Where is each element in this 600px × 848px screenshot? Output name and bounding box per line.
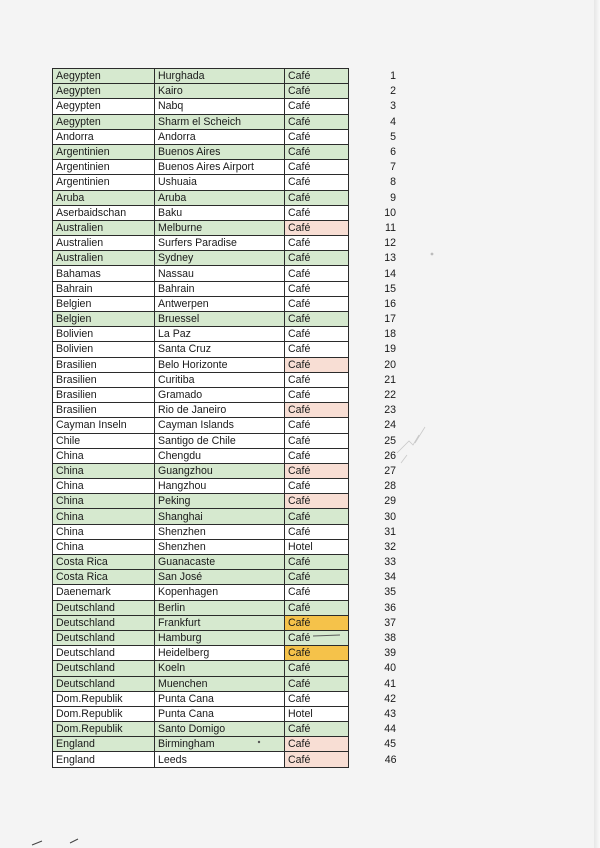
city-cell: Baku bbox=[155, 205, 285, 220]
table-row bbox=[53, 266, 399, 281]
type-cell: Café bbox=[285, 296, 349, 311]
country-cell: Australien bbox=[53, 236, 155, 251]
table-row bbox=[53, 646, 399, 661]
type-cell: Café bbox=[285, 448, 349, 463]
table-row bbox=[53, 448, 399, 463]
type-cell: Café bbox=[285, 342, 349, 357]
type-cell: Café bbox=[285, 327, 349, 342]
country-cell: Aegypten bbox=[53, 114, 155, 129]
city-cell: Guangzhou bbox=[155, 463, 285, 478]
table-row bbox=[53, 372, 399, 387]
row-number: 44 bbox=[384, 723, 396, 736]
row-number: 29 bbox=[384, 495, 396, 508]
row-number: 15 bbox=[384, 282, 396, 295]
type-cell: Café bbox=[285, 600, 349, 615]
country-cell: Argentinien bbox=[53, 175, 155, 190]
country-cell: Cayman Inseln bbox=[53, 418, 155, 433]
type-cell: Café bbox=[285, 403, 349, 418]
row-number: 2 bbox=[390, 85, 396, 98]
row-number: 26 bbox=[384, 449, 396, 462]
city-cell: Birmingham bbox=[155, 737, 285, 752]
country-cell: Deutschland bbox=[53, 600, 155, 615]
row-number: 11 bbox=[385, 221, 396, 234]
row-number: 14 bbox=[384, 267, 396, 280]
row-number: 28 bbox=[384, 480, 396, 493]
table-row bbox=[53, 691, 399, 706]
country-cell: China bbox=[53, 524, 155, 539]
city-cell: La Paz bbox=[155, 327, 285, 342]
table-row bbox=[53, 296, 399, 311]
table-row bbox=[53, 555, 399, 570]
row-number: 20 bbox=[384, 358, 396, 371]
table-row bbox=[53, 236, 399, 251]
country-cell: Deutschland bbox=[53, 630, 155, 645]
country-cell: Bolivien bbox=[53, 327, 155, 342]
city-cell: Kopenhagen bbox=[155, 585, 285, 600]
table-row bbox=[53, 403, 399, 418]
row-number: 1 bbox=[390, 70, 396, 83]
row-number: 9 bbox=[390, 191, 396, 204]
country-cell: Deutschland bbox=[53, 676, 155, 691]
country-cell: Costa Rica bbox=[53, 570, 155, 585]
type-cell: Café bbox=[285, 630, 349, 645]
country-cell: Chile bbox=[53, 433, 155, 448]
table-row bbox=[53, 281, 399, 296]
type-cell: Café bbox=[285, 494, 349, 509]
city-cell: Santa Cruz bbox=[155, 342, 285, 357]
type-cell: Café bbox=[285, 387, 349, 402]
city-cell: Antwerpen bbox=[155, 296, 285, 311]
table-row bbox=[53, 205, 399, 220]
type-cell: Café bbox=[285, 524, 349, 539]
city-cell: Hurghada bbox=[155, 69, 285, 84]
table-row bbox=[53, 600, 399, 615]
table-row bbox=[53, 312, 399, 327]
city-cell: Shanghai bbox=[155, 509, 285, 524]
paper-edge bbox=[594, 0, 600, 848]
type-cell: Café bbox=[285, 661, 349, 676]
location-table bbox=[52, 68, 399, 768]
city-cell: Bruessel bbox=[155, 312, 285, 327]
country-cell: Deutschland bbox=[53, 661, 155, 676]
table-row bbox=[53, 463, 399, 478]
country-cell: China bbox=[53, 539, 155, 554]
row-number: 31 bbox=[384, 525, 396, 538]
type-cell: Café bbox=[285, 144, 349, 159]
type-cell: Café bbox=[285, 251, 349, 266]
table-row bbox=[53, 615, 399, 630]
city-cell: Peking bbox=[155, 494, 285, 509]
city-cell: Frankfurt bbox=[155, 615, 285, 630]
table-row bbox=[53, 175, 399, 190]
country-cell: Bolivien bbox=[53, 342, 155, 357]
city-cell: Santigo de Chile bbox=[155, 433, 285, 448]
row-number: 16 bbox=[384, 297, 396, 310]
table-row bbox=[53, 114, 399, 129]
type-cell: Hotel bbox=[285, 706, 349, 721]
country-cell: Andorra bbox=[53, 129, 155, 144]
table-row bbox=[53, 524, 399, 539]
city-cell: Sharm el Scheich bbox=[155, 114, 285, 129]
table-row bbox=[53, 539, 399, 554]
country-cell: China bbox=[53, 509, 155, 524]
city-cell: Punta Cana bbox=[155, 706, 285, 721]
country-cell: Dom.Republik bbox=[53, 706, 155, 721]
row-number: 4 bbox=[390, 115, 396, 128]
city-cell: Punta Cana bbox=[155, 691, 285, 706]
country-cell: England bbox=[53, 752, 155, 767]
table-row bbox=[53, 387, 399, 402]
type-cell: Café bbox=[285, 722, 349, 737]
country-cell: Aruba bbox=[53, 190, 155, 205]
type-cell: Café bbox=[285, 220, 349, 235]
table-row bbox=[53, 160, 399, 175]
city-cell: Hamburg bbox=[155, 630, 285, 645]
row-number: 25 bbox=[384, 434, 396, 447]
row-number: 6 bbox=[390, 146, 396, 159]
city-cell: Belo Horizonte bbox=[155, 357, 285, 372]
table-row bbox=[53, 433, 399, 448]
table-row bbox=[53, 570, 399, 585]
country-cell: Brasilien bbox=[53, 357, 155, 372]
table-row bbox=[53, 144, 399, 159]
country-cell: China bbox=[53, 494, 155, 509]
scan-smudge bbox=[30, 835, 80, 847]
table-row bbox=[53, 752, 399, 767]
row-number: 19 bbox=[384, 343, 396, 356]
city-cell: Santo Domigo bbox=[155, 722, 285, 737]
country-cell: Costa Rica bbox=[53, 555, 155, 570]
type-cell: Café bbox=[285, 175, 349, 190]
table-row bbox=[53, 190, 399, 205]
country-cell: Aegypten bbox=[53, 84, 155, 99]
city-cell: Rio de Janeiro bbox=[155, 403, 285, 418]
type-cell: Café bbox=[285, 205, 349, 220]
table-row bbox=[53, 418, 399, 433]
country-cell: Brasilien bbox=[53, 372, 155, 387]
table-row bbox=[53, 479, 399, 494]
row-number: 41 bbox=[384, 677, 396, 690]
row-number: 21 bbox=[384, 373, 396, 386]
row-number: 45 bbox=[384, 738, 396, 751]
city-cell: Shenzhen bbox=[155, 524, 285, 539]
type-cell: Café bbox=[285, 372, 349, 387]
country-cell: China bbox=[53, 479, 155, 494]
city-cell: Buenos Aires bbox=[155, 144, 285, 159]
type-cell: Café bbox=[285, 236, 349, 251]
table-row bbox=[53, 327, 399, 342]
city-cell: Surfers Paradise bbox=[155, 236, 285, 251]
country-cell: Bahrain bbox=[53, 281, 155, 296]
type-cell: Café bbox=[285, 463, 349, 478]
table-row bbox=[53, 494, 399, 509]
type-cell: Café bbox=[285, 646, 349, 661]
country-cell: Dom.Republik bbox=[53, 691, 155, 706]
table-row bbox=[53, 220, 399, 235]
type-cell: Café bbox=[285, 585, 349, 600]
row-number: 38 bbox=[384, 632, 396, 645]
city-cell: Aruba bbox=[155, 190, 285, 205]
city-cell: Ushuaia bbox=[155, 175, 285, 190]
row-number: 40 bbox=[384, 662, 396, 675]
country-cell: Bahamas bbox=[53, 266, 155, 281]
city-cell: Gramado bbox=[155, 387, 285, 402]
country-cell: Australien bbox=[53, 220, 155, 235]
type-cell: Café bbox=[285, 69, 349, 84]
row-number: 39 bbox=[384, 647, 396, 660]
type-cell: Café bbox=[285, 266, 349, 281]
type-cell: Café bbox=[285, 99, 349, 114]
row-number: 23 bbox=[384, 404, 396, 417]
type-cell: Café bbox=[285, 357, 349, 372]
table-body bbox=[53, 69, 399, 768]
row-number: 34 bbox=[384, 571, 396, 584]
row-number: 13 bbox=[384, 252, 396, 265]
city-cell: Heidelberg bbox=[155, 646, 285, 661]
type-cell: Café bbox=[285, 676, 349, 691]
city-cell: Nabq bbox=[155, 99, 285, 114]
table-row bbox=[53, 84, 399, 99]
city-cell: Berlin bbox=[155, 600, 285, 615]
row-number: 5 bbox=[390, 130, 396, 143]
type-cell: Café bbox=[285, 615, 349, 630]
country-cell: Argentinien bbox=[53, 144, 155, 159]
row-number: 46 bbox=[384, 753, 397, 766]
country-cell: Aegypten bbox=[53, 69, 155, 84]
country-cell: China bbox=[53, 448, 155, 463]
city-cell: Bahrain bbox=[155, 281, 285, 296]
country-cell: Belgien bbox=[53, 296, 155, 311]
type-cell: Hotel bbox=[285, 539, 349, 554]
scan-smudge bbox=[395, 405, 435, 465]
table-row bbox=[53, 630, 399, 645]
scan-smudge bbox=[428, 250, 438, 260]
row-number: 10 bbox=[384, 206, 396, 219]
city-cell: Melburne bbox=[155, 220, 285, 235]
country-cell: Belgien bbox=[53, 312, 155, 327]
country-cell: Brasilien bbox=[53, 403, 155, 418]
row-number: 32 bbox=[384, 540, 396, 553]
city-cell: Nassau bbox=[155, 266, 285, 281]
city-cell: Leeds bbox=[155, 752, 285, 767]
type-cell: Café bbox=[285, 160, 349, 175]
country-cell: England bbox=[53, 737, 155, 752]
country-cell: Australien bbox=[53, 251, 155, 266]
row-number: 24 bbox=[384, 419, 396, 432]
table-row bbox=[53, 99, 399, 114]
type-cell: Café bbox=[285, 129, 349, 144]
type-cell: Café bbox=[285, 570, 349, 585]
table-row bbox=[53, 342, 399, 357]
row-number: 12 bbox=[384, 237, 396, 250]
type-cell: Café bbox=[285, 509, 349, 524]
type-cell: Café bbox=[285, 479, 349, 494]
type-cell: Café bbox=[285, 312, 349, 327]
table-row bbox=[53, 706, 399, 721]
city-cell: Hangzhou bbox=[155, 479, 285, 494]
row-number: 3 bbox=[390, 100, 396, 113]
type-cell: Café bbox=[285, 752, 349, 767]
country-cell: Aserbaidschan bbox=[53, 205, 155, 220]
type-cell: Café bbox=[285, 190, 349, 205]
city-cell: Buenos Aires Airport bbox=[155, 160, 285, 175]
type-cell: Café bbox=[285, 433, 349, 448]
row-number: 7 bbox=[390, 161, 396, 174]
row-number: 27 bbox=[384, 464, 396, 477]
type-cell: Café bbox=[285, 418, 349, 433]
city-cell: San José bbox=[155, 570, 285, 585]
type-cell: Café bbox=[285, 281, 349, 296]
row-number: 43 bbox=[384, 707, 396, 720]
country-cell: Brasilien bbox=[53, 387, 155, 402]
city-cell: Chengdu bbox=[155, 448, 285, 463]
city-cell: Guanacaste bbox=[155, 555, 285, 570]
type-cell: Café bbox=[285, 737, 349, 752]
country-cell: Argentinien bbox=[53, 160, 155, 175]
table-row bbox=[53, 509, 399, 524]
table-row bbox=[53, 251, 399, 266]
country-cell: Aegypten bbox=[53, 99, 155, 114]
city-cell: Andorra bbox=[155, 129, 285, 144]
row-number: 30 bbox=[384, 510, 396, 523]
table-row bbox=[53, 129, 399, 144]
row-number: 22 bbox=[384, 389, 396, 402]
table-row bbox=[53, 737, 399, 752]
row-number: 8 bbox=[390, 176, 396, 189]
table-row bbox=[53, 69, 399, 84]
table-row bbox=[53, 585, 399, 600]
type-cell: Café bbox=[285, 84, 349, 99]
country-cell: Dom.Republik bbox=[53, 722, 155, 737]
country-cell: Deutschland bbox=[53, 646, 155, 661]
type-cell: Café bbox=[285, 555, 349, 570]
city-cell: Sydney bbox=[155, 251, 285, 266]
row-number: 18 bbox=[384, 328, 396, 341]
table-row bbox=[53, 722, 399, 737]
table-row bbox=[53, 357, 399, 372]
city-cell: Shenzhen bbox=[155, 539, 285, 554]
city-cell: Koeln bbox=[155, 661, 285, 676]
country-cell: China bbox=[53, 463, 155, 478]
table-row bbox=[53, 661, 399, 676]
type-cell: Café bbox=[285, 114, 349, 129]
country-cell: Daenemark bbox=[53, 585, 155, 600]
city-cell: Muenchen bbox=[155, 676, 285, 691]
row-number: 42 bbox=[384, 692, 396, 705]
row-number: 17 bbox=[384, 313, 396, 326]
row-number: 35 bbox=[384, 586, 396, 599]
row-number: 36 bbox=[384, 601, 396, 614]
row-number: 37 bbox=[384, 616, 396, 629]
table-row bbox=[53, 676, 399, 691]
city-cell: Kairo bbox=[155, 84, 285, 99]
city-cell: Cayman Islands bbox=[155, 418, 285, 433]
type-cell: Café bbox=[285, 691, 349, 706]
city-cell: Curitiba bbox=[155, 372, 285, 387]
country-cell: Deutschland bbox=[53, 615, 155, 630]
row-number: 33 bbox=[384, 556, 396, 569]
